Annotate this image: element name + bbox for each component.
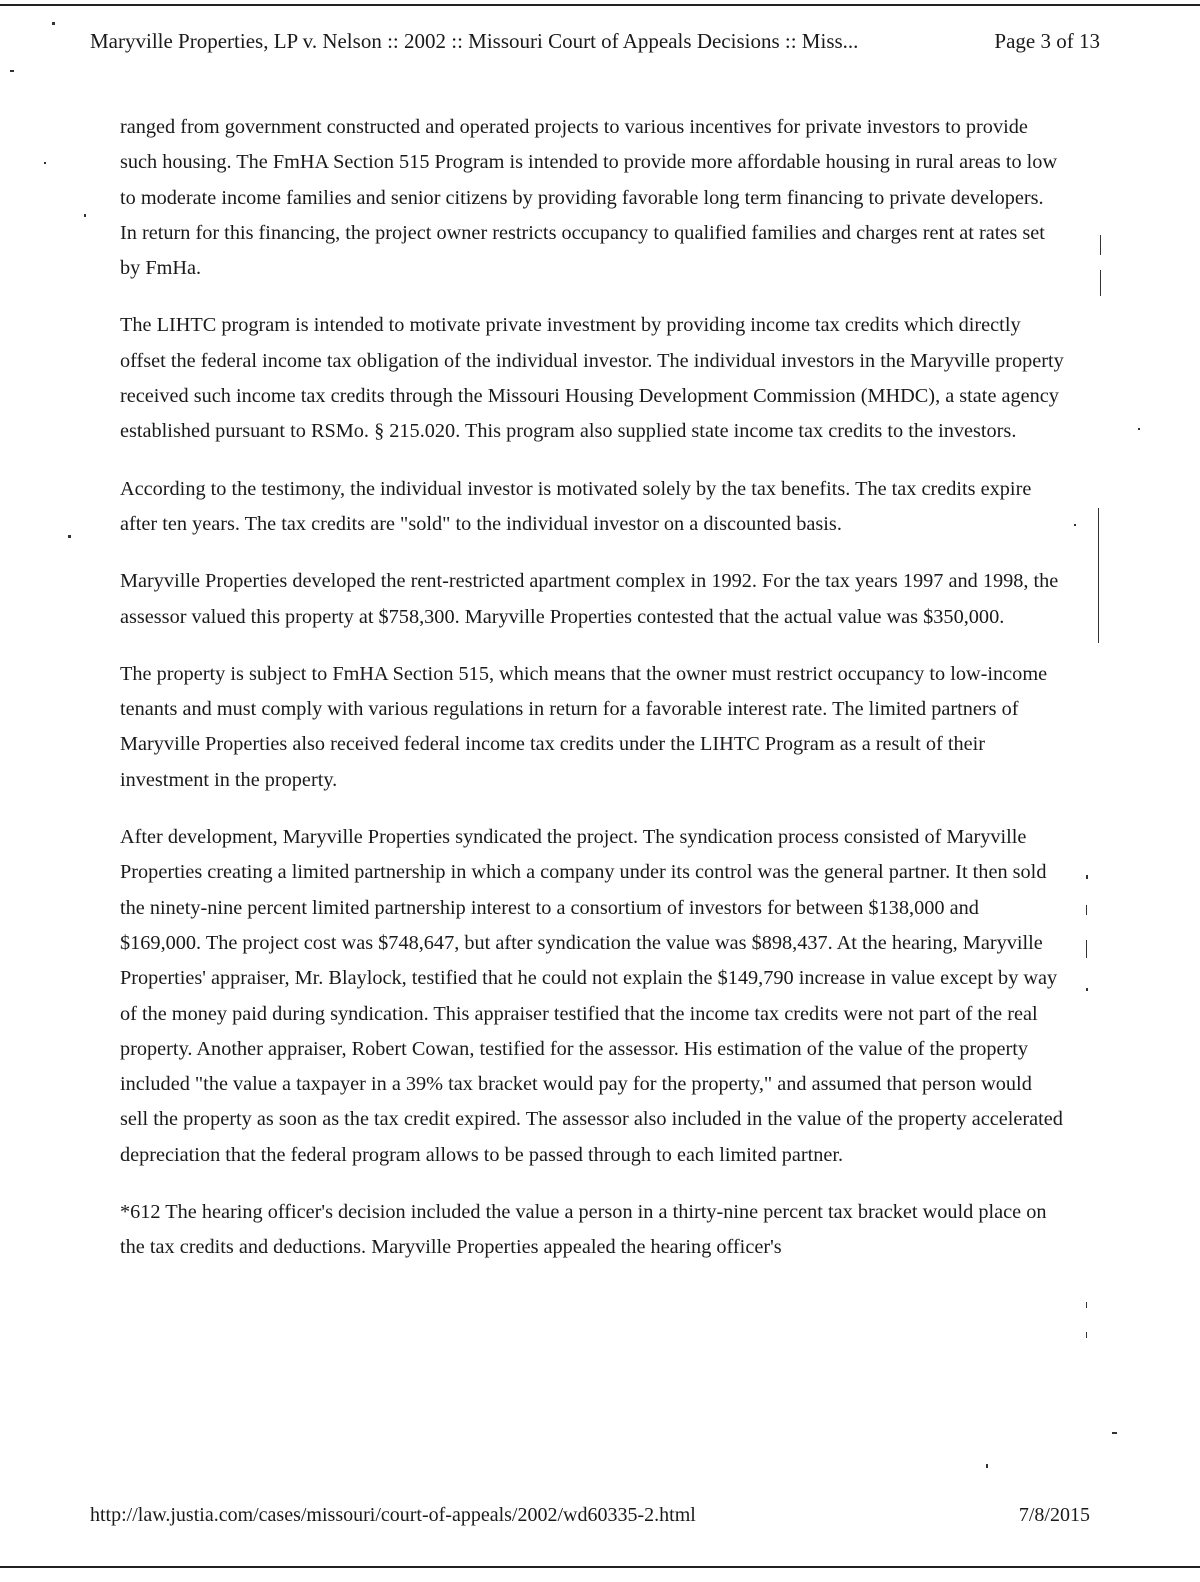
top-border-rule: [0, 4, 1200, 6]
paragraph: The property is subject to FmHA Section 515, which means that the owner must restrict occupancy to low-income tenants and must comply with various regulations in return for a favorable interest rate. The limited partners of Maryville Properties also received federal income tax credits under the LIHTC Program as a result of their investment in the property.: [120, 662, 1048, 791]
page-footer: [90, 1500, 1090, 1530]
scan-speck: [10, 70, 14, 72]
document-body: [120, 110, 1065, 1288]
scan-speck: [1100, 270, 1101, 296]
page-header: [90, 26, 1100, 56]
scan-speck: [1138, 428, 1140, 430]
paragraph: ranged from government constructed and operated projects to various incentives for private investors to provide such housing. The FmHA Section 515 Program is intended to provide more affordable housing in rural areas to low to moderate income families and senior citizens by providing favorable long term financing to private developers. In return for this financing, the project owner restricts occupancy to qualified families and charges rent at rates set by FmHa.: [120, 116, 1058, 280]
scan-speck: [1112, 1432, 1117, 1434]
paragraph: The LIHTC program is intended to motivate private investment by providing income tax credits which directly offset the federal income tax obligation of the individual investor. The individual investors in the Maryville property received such income tax credits through the Missouri Housing Development Commission (MHDC), a state agency established pursuant to RSMo. § 215.020. This program also supplied state income tax credits to the investors.: [120, 314, 1064, 443]
footer-url: http://law.justia.com/cases/missouri/court-of-appeals/2002/wd60335-2.html: [90, 1504, 696, 1526]
scan-speck: [44, 162, 46, 164]
scan-speck: [1086, 1302, 1087, 1308]
scan-speck: [68, 535, 71, 538]
header-title: Maryville Properties, LP v. Nelson :: 2002 :: Missouri Court of Appeals Decisions :: Miss...: [90, 29, 859, 53]
paragraph: According to the testimony, the individual investor is motivated solely by the tax benefits. The tax credits expire after ten years. The tax credits are "sold" to the individual investor on a discounted basis.: [120, 477, 1032, 535]
scan-speck: [1086, 940, 1087, 958]
scan-speck: [1074, 524, 1076, 526]
scan-speck: [1086, 875, 1088, 879]
paragraph: *612 The hearing officer's decision included the value a person in a thirty-nine percent tax bracket would place on the tax credits and deductions. Maryville Properties appealed the hearing officer's: [120, 1201, 1047, 1259]
scan-speck: [52, 22, 55, 25]
paragraph: After development, Maryville Properties syndicated the project. The syndication process consisted of Maryville Properties creating a limited partnership in which a company under its control was the general partner. It then sold the ninety-nine percent limited partnership interest to a consortium of investors for between $138,000 and $169,000. The project cost was $748,647, but after syndication the value was $898,437. At the hearing, Maryville Properties' appraiser, Mr. Blaylock, testified that he could not explain the $149,790 increase in value except by way of the money paid during syndication. This appraiser testified that the income tax credits were not part of the real property. Another appraiser, Robert Cowan, testified for the assessor. His estimation of the value of the property included "the value a taxpayer in a 39% tax bracket would pay for the property," and assumed that person would sell the property as soon as the tax credit expired. The assessor also included in the value of the property accelerated depreciation that the federal program allows to be passed through to each limited partner.: [120, 826, 1063, 1166]
scan-speck: [1086, 988, 1088, 991]
scan-speck: [1100, 235, 1101, 255]
scan-speck: [986, 1464, 988, 1468]
scan-speck: [1086, 905, 1087, 915]
scan-speck: [1098, 508, 1099, 643]
page-indicator: Page 3 of 13: [994, 29, 1100, 53]
scan-speck: [1086, 1332, 1087, 1338]
footer-date: 7/8/2015: [1018, 1504, 1090, 1526]
scan-speck: [84, 214, 86, 217]
bottom-border-rule: [0, 1566, 1200, 1568]
paragraph: Maryville Properties developed the rent-restricted apartment complex in 1992. For the tax years 1997 and 1998, the assessor valued this property at $758,300. Maryville Properties contested that the actual value was $350,000.: [120, 570, 1059, 628]
